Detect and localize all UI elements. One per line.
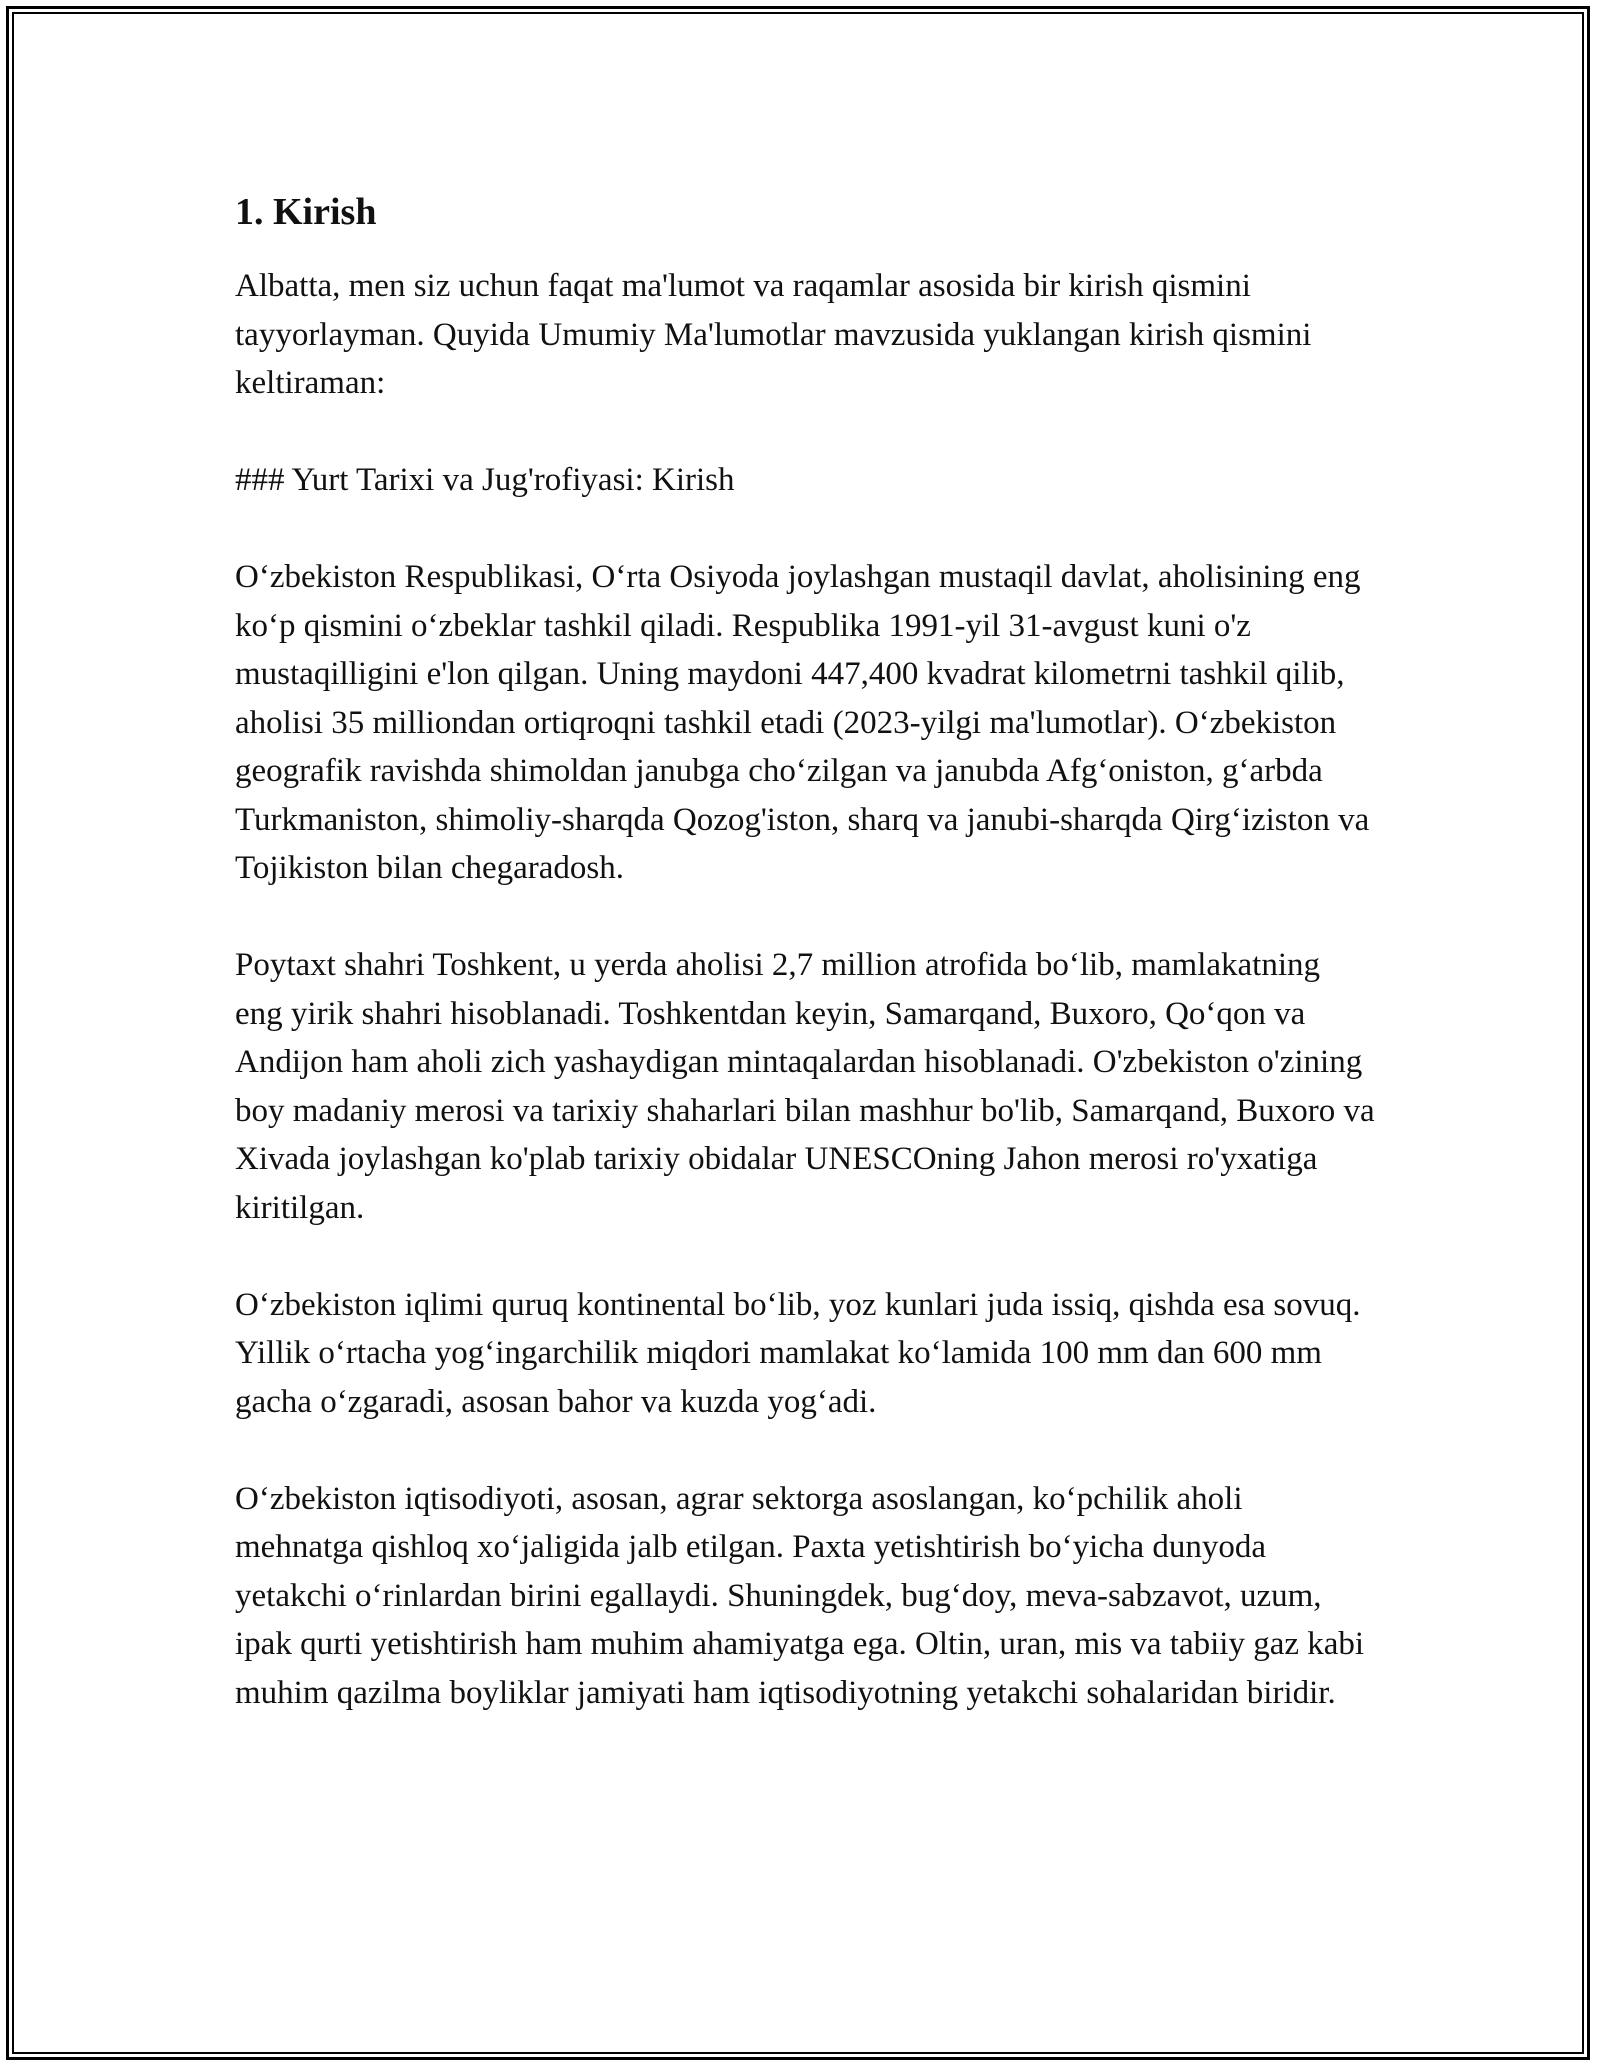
document-body — [235, 188, 1375, 1766]
economy-paragraph: Oʻzbekiston iqtisodiyoti, asosan, agrar sektorga asoslangan, koʻpchilik aholi mehnatga qishloq xoʻjaligida jalb etilgan. Paxta yetishtirish boʻyicha dunyoda yetakchi oʻrinlardan birini egallaydi. Shuningdek, bugʻdoy, meva-sabzavot, uzum, ipak qurti yetishtirish ham muhim ahamiyatga ega. Oltin, uran, mis va tabiiy gaz kabi muhim qazilma boyliklar jamiyati ham iqtisodiyotning yetakchi sohalaridan biridir. — [235, 1480, 1365, 1711]
overview-paragraph: Oʻzbekiston Respublikasi, Oʻrta Osiyoda joylashgan mustaqil davlat, aholisining eng koʻp qismini oʻzbeklar tashkil qiladi. Respublika 1991-yil 31-avgust kuni o'z mustaqilligini e'lon qilgan. Uning maydoni 447,400 kvadrat kilometrni tashkil qilib, aholisi 35 milliondan ortiqroqni tashkil etadi (2023-yilgi ma'lumotlar). Oʻzbekiston geografik ravishda shimoldan janubga choʻzilgan va janubda Afgʻoniston, gʻarbda Turkmaniston, shimoliy-sharqda Qozog'iston, sharq va janubi-sharqda Qirgʻiziston va Tojikiston bilan chegaradosh. — [235, 559, 1370, 886]
intro-paragraph: Albatta, men siz uchun faqat ma'lumot va raqamlar asosida bir kirish qismini tayyorlayman. Quyida Umumiy Ma'lumotlar mavzusida yuklangan kirish qismini keltiraman: — [235, 268, 1312, 401]
section-heading: 1. Kirish — [235, 191, 377, 233]
capital-paragraph: Poytaxt shahri Toshkent, u yerda aholisi 2,7 million atrofida boʻlib, mamlakatning eng yirik shahri hisoblanadi. Toshkentdan keyin, Samarqand, Buxoro, Qoʻqon va Andijon ham aholi zich yashaydigan mintaqalardan hisoblanadi. O'zbekiston o'zining boy madaniy merosi va tarixiy shaharlari bilan mashhur bo'lib, Samarqand, Buxoro va Xivada joylashgan ko'plab tarixiy obidalar UNESCOning Jahon merosi ro'yxatiga kiritilgan. — [235, 947, 1375, 1226]
subheading-line: ### Yurt Tarixi va Jug'rofiyasi: Kirish — [235, 462, 735, 498]
climate-paragraph: Oʻzbekiston iqlimi quruq kontinental boʻlib, yoz kunlari juda issiq, qishda esa sovuq. Yillik oʻrtacha yogʻingarchilik miqdori mamlakat koʻlamida 100 mm dan 600 mm gacha oʻzgaradi, asosan bahor va kuzda yogʻadi. — [235, 1286, 1361, 1420]
